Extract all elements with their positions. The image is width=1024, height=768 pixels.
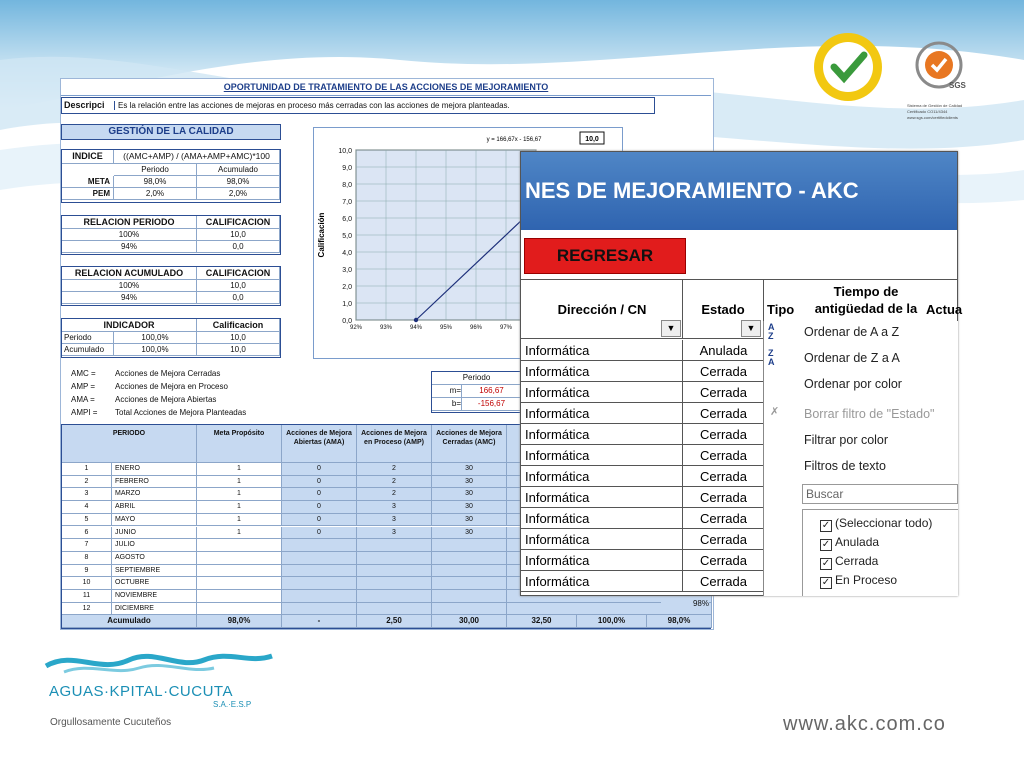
row-estado: Cerrada: [700, 364, 747, 379]
row-direccion: Informática: [521, 403, 683, 423]
table-cell-amc: [432, 539, 507, 552]
table-cell-amc: [432, 577, 507, 590]
sort-za-item[interactable]: Ordenar de Z a A: [804, 351, 900, 365]
company-name: AGUAS·KPITAL·CUCUTA: [49, 683, 233, 700]
y-tick-label: 3,0: [342, 267, 352, 274]
table-cell-ama: [282, 552, 357, 565]
m-label: m=: [432, 385, 462, 398]
acumulado-cell-4: 30,00: [432, 615, 507, 628]
periodo-col-label: Periodo: [114, 164, 197, 176]
pem-acumulado: 2,0%: [197, 188, 280, 200]
table-cell-amp: [357, 577, 432, 590]
table-cell-amp: 3: [357, 527, 432, 540]
x-tick-label: 93%: [379, 325, 393, 331]
table-cell-meta: [197, 590, 282, 603]
overlay-row: [521, 424, 764, 445]
row-direccion: Informática: [521, 571, 683, 591]
definitions-block: [61, 369, 361, 421]
check-en-proceso[interactable]: [820, 572, 897, 589]
row-direccion: Informática: [521, 508, 683, 528]
y-tick-label: 2,0: [342, 284, 352, 291]
table-cell-amc: 30: [432, 514, 507, 527]
table-cell-meta: [197, 603, 282, 616]
y-tick-label: 1,0: [342, 301, 352, 308]
table-cell-amp: 3: [357, 501, 432, 514]
mb-periodo-header: Periodo: [432, 372, 522, 385]
table-cell-amc: 30: [432, 488, 507, 501]
overlay-row: [521, 466, 764, 487]
sort-az-icon: A Z: [768, 322, 775, 341]
table-cell-meta: [197, 552, 282, 565]
tagline: Orgullosamente Cucuteños: [50, 717, 172, 728]
y-tick-label: 9,0: [342, 165, 352, 172]
responsabilidad-social-badge: [812, 31, 884, 103]
table-cell-m: SEPTIEMBRE: [112, 565, 197, 578]
table-header-0: PERIODO: [62, 425, 197, 463]
table-header-3: Acciones de Mejora en Proceso (AMP): [357, 425, 432, 463]
ra2-b: 0,0: [197, 292, 280, 304]
table-cell-n: 7: [62, 539, 112, 552]
table-cell-amc: 30: [432, 463, 507, 476]
data-point: [414, 318, 418, 322]
overlay-row: [521, 571, 764, 592]
table-header-2: Acciones de Mejora Abiertas (AMA): [282, 425, 357, 463]
sgs-text1: Sistema de Gestión de Calidad: [907, 103, 963, 108]
b-label: b=: [432, 398, 462, 411]
table-cell-amc: [432, 590, 507, 603]
x-tick-label: 96%: [469, 325, 483, 331]
filter-menu: [763, 321, 958, 596]
pem-periodo: 2,0%: [114, 188, 197, 200]
row-estado: Cerrada: [700, 469, 747, 484]
table-cell-amp: 2: [357, 488, 432, 501]
row-estado: Cerrada: [700, 574, 747, 589]
table-cell-m: OCTUBRE: [112, 577, 197, 590]
table-cell-ama: [282, 565, 357, 578]
amp-code: AMP =: [71, 382, 96, 391]
amp-text: Acciones de Mejora en Proceso: [115, 382, 228, 391]
ind-periodo-value: 100,0%: [114, 332, 197, 344]
descripcion-row: [61, 97, 655, 114]
check-cerrada[interactable]: [820, 553, 878, 570]
b-value: -156,67: [462, 398, 522, 411]
relacion-acumulado-block: [61, 266, 281, 306]
overlay-row: [521, 487, 764, 508]
table-cell-n: 4: [62, 501, 112, 514]
table-cell-ama: 0: [282, 488, 357, 501]
gestion-header: [61, 124, 281, 140]
overlay-row: [521, 340, 764, 361]
value-box-text: 10,0: [585, 136, 599, 143]
check-label: (Seleccionar todo): [835, 516, 933, 530]
checkbox-icon: ✓: [821, 539, 831, 550]
check-label: Anulada: [835, 535, 880, 549]
certified-check-icon: [812, 31, 884, 103]
ama-code: AMA =: [71, 395, 95, 404]
table-cell-meta: 1: [197, 501, 282, 514]
table-cell-amc: [432, 552, 507, 565]
table-cell-amp: 3: [357, 514, 432, 527]
row-estado: Anulada: [699, 343, 748, 358]
table-cell-n: 10: [62, 577, 112, 590]
overlay-row: [521, 508, 764, 529]
ind-periodo-label: Periodo: [62, 332, 114, 344]
acumulado-cell-5: 32,50: [507, 615, 577, 628]
search-input[interactable]: [802, 484, 958, 504]
y-tick-label: 10,0: [338, 148, 352, 155]
acumulado-cell-2: -: [282, 615, 357, 628]
table-cell-m: MAYO: [112, 514, 197, 527]
table-cell-m: NOVIEMBRE: [112, 590, 197, 603]
y-tick-label: 7,0: [342, 199, 352, 206]
table-cell-n: 5: [62, 514, 112, 527]
table-cell-meta: 1: [197, 527, 282, 540]
sgs-text2: Certificado CO11/4344: [907, 109, 948, 114]
header-dir: [521, 280, 683, 338]
table-cell-amc: [432, 565, 507, 578]
amc-code: AMC =: [71, 369, 96, 378]
company-sa: S.A.·E.S.P: [213, 700, 252, 709]
row-direccion: Informática: [521, 361, 683, 381]
table-cell-amc: 30: [432, 476, 507, 489]
gestion-label: GESTIÓN DE LA CALIDAD: [108, 126, 234, 137]
table-header-1: Meta Propósito: [197, 425, 282, 463]
text-filters-item[interactable]: Filtros de texto: [804, 459, 886, 473]
table-cell-amp: [357, 552, 432, 565]
row-direccion: Informática: [521, 466, 683, 486]
table-cell-ama: [282, 539, 357, 552]
calificacion-label: CALIFICACION: [197, 216, 280, 229]
meta-label: META: [62, 176, 114, 188]
row-estado: Cerrada: [700, 385, 747, 400]
table-cell-amp: 2: [357, 476, 432, 489]
table-cell-m: ABRIL: [112, 501, 197, 514]
table-cell-m: MARZO: [112, 488, 197, 501]
check-select-all[interactable]: [820, 515, 932, 532]
m-value: 166,67: [462, 385, 522, 398]
pem-label: PEM: [62, 188, 114, 200]
ind-periodo-calif: 10,0: [197, 332, 280, 344]
ra1-a: 100%: [62, 280, 197, 292]
y-tick-label: 0,0: [342, 318, 352, 325]
col-tiempo-label: Tiempo de antigüedad de la: [814, 284, 918, 316]
calificacion-label-2: CALIFICACION: [197, 267, 280, 280]
relacion-periodo-label: RELACION PERIODO: [62, 216, 197, 229]
table-cell-ama: 0: [282, 476, 357, 489]
search-placeholder: Buscar: [806, 487, 844, 501]
checkbox-icon: ✓: [821, 558, 831, 569]
table-cell-ama: [282, 590, 357, 603]
x-tick-label: 95%: [439, 325, 453, 331]
website: www.akc.com.co: [783, 713, 946, 735]
row-direccion: Informática: [521, 529, 683, 549]
sort-color-item[interactable]: Ordenar por color: [804, 377, 902, 391]
table-cell-m: DICIEMBRE: [112, 603, 197, 616]
row-direccion: Informática: [521, 550, 683, 570]
acumulado-col-label: Acumulado: [197, 164, 280, 176]
col-tipo-label: Tipo: [767, 302, 795, 317]
y-tick-label: 4,0: [342, 250, 352, 257]
meta-acumulado: 98,0%: [197, 176, 280, 188]
sgs-iso-badge: [903, 37, 975, 127]
indice-formula: ((AMC+AMP) / (AMA+AMP+AMC)*100: [114, 150, 280, 164]
check-label: Cerrada: [835, 554, 879, 568]
row-estado: Cerrada: [700, 406, 747, 421]
clear-filter-icon: ✗: [770, 406, 780, 418]
overlay-row: [521, 361, 764, 382]
pct-11: 98%: [661, 599, 709, 608]
table-cell-ama: [282, 603, 357, 616]
table-cell-meta: 1: [197, 488, 282, 501]
ind-acum-value: 100,0%: [114, 344, 197, 356]
header-bottom-border: [521, 338, 764, 339]
acumulado-cell-1: 98,0%: [197, 615, 282, 628]
checkbox-icon: ✓: [821, 577, 831, 588]
relacion-acumulado-label: RELACION ACUMULADO: [62, 267, 197, 280]
ama-text: Acciones de Mejora Abiertas: [115, 395, 217, 404]
sgs-text3: www.sgs.com/certifiedclients: [907, 115, 958, 120]
table-cell-meta: 1: [197, 476, 282, 489]
filter-color-item[interactable]: Filtrar por color: [804, 433, 889, 447]
header-estado: [683, 280, 764, 338]
col-estado-label: Estado: [701, 302, 745, 317]
clear-filter-item[interactable]: Borrar filtro de "Estado": [804, 407, 935, 421]
table-cell-meta: [197, 577, 282, 590]
y-axis-label: Calificación: [317, 212, 326, 258]
table-cell-m: AGOSTO: [112, 552, 197, 565]
ampi-text: Total Acciones de Mejora Planteadas: [115, 408, 247, 417]
overlay-row: [521, 445, 764, 466]
check-label: En Proceso: [835, 573, 898, 587]
check-anulada[interactable]: [820, 534, 879, 551]
overlay-row: [521, 382, 764, 403]
table-cell-n: 8: [62, 552, 112, 565]
col-actual-label: Actua: [926, 302, 963, 317]
relacion-periodo-block: [61, 215, 281, 255]
table-cell-n: 3: [62, 488, 112, 501]
table-cell-amp: [357, 590, 432, 603]
rp2-b: 0,0: [197, 241, 280, 253]
y-tick-label: 5,0: [342, 233, 352, 240]
meta-periodo: 98,0%: [114, 176, 197, 188]
filter-dropdown-dir[interactable]: ▼: [661, 320, 681, 337]
row-estado: Cerrada: [700, 427, 747, 442]
sgs-label: SGS: [949, 81, 966, 90]
filter-screenshot: [520, 151, 963, 596]
table-cell-meta: [197, 539, 282, 552]
filter-dropdown-estado[interactable]: ▼: [741, 320, 761, 337]
indice-block: [61, 149, 281, 203]
ampi-code: AMPI =: [71, 408, 98, 417]
mb-block: [431, 371, 523, 413]
row-estado: Cerrada: [700, 511, 747, 526]
descripcion-label: Descripci: [64, 100, 105, 110]
table-cell-amc: [432, 603, 507, 616]
table-cell-m: ENERO: [112, 463, 197, 476]
x-tick-label: 97%: [499, 325, 513, 331]
overlay-row: [521, 550, 764, 571]
row-estado: Cerrada: [700, 490, 747, 505]
table-cell-amp: 2: [357, 463, 432, 476]
table-cell-amc: 30: [432, 527, 507, 540]
table-cell-m: JUNIO: [112, 527, 197, 540]
row-direccion: Informática: [521, 340, 683, 360]
acumulado-cell-7: 98,0%: [647, 615, 712, 628]
indicador-block: [61, 318, 281, 358]
rp2-a: 94%: [62, 241, 197, 253]
table-cell-ama: 0: [282, 463, 357, 476]
acumulado-cell-0: Acumulado: [62, 615, 197, 628]
row-direccion: Informática: [521, 382, 683, 402]
rp1-b: 10,0: [197, 229, 280, 241]
table-cell-n: 12: [62, 603, 112, 616]
ind-acum-calif: 10,0: [197, 344, 280, 356]
table-cell-n: 6: [62, 527, 112, 540]
table-cell-amp: [357, 603, 432, 616]
ra2-a: 94%: [62, 292, 197, 304]
table-cell-amc: 30: [432, 501, 507, 514]
row-direccion: Informática: [521, 445, 683, 465]
table-cell-ama: [282, 577, 357, 590]
ind-acum-label: Acumulado: [62, 344, 114, 356]
rp1-a: 100%: [62, 229, 197, 241]
row-direccion: Informática: [521, 487, 683, 507]
table-cell-meta: 1: [197, 514, 282, 527]
sort-az-item[interactable]: Ordenar de A a Z: [804, 325, 900, 339]
table-cell-meta: [197, 565, 282, 578]
x-tick-label: 92%: [349, 325, 363, 331]
indicador-label: INDICADOR: [62, 319, 197, 332]
table-cell-n: 9: [62, 565, 112, 578]
table-cell-n: 11: [62, 590, 112, 603]
table-cell-n: 1: [62, 463, 112, 476]
y-tick-label: 6,0: [342, 216, 352, 223]
calificacion2-label: Calificacion: [197, 319, 280, 332]
amc-text: Acciones de Mejora Cerradas: [115, 369, 221, 378]
table-cell-meta: 1: [197, 463, 282, 476]
row-estado: Cerrada: [700, 448, 747, 463]
table-cell-amp: [357, 539, 432, 552]
company-wave-logo: [44, 648, 274, 678]
table-cell-m: FEBRERO: [112, 476, 197, 489]
table-cell-ama: 0: [282, 527, 357, 540]
row-estado: Cerrada: [700, 553, 747, 568]
row-direccion: Informática: [521, 424, 683, 444]
acumulado-cell-3: 2,50: [357, 615, 432, 628]
sheet-title: OPORTUNIDAD DE TRATAMIENTO DE LAS ACCIONES DE MEJORAMIENTO: [61, 79, 711, 96]
overlay-title: NES DE MEJORAMIENTO - AKC: [521, 152, 957, 230]
table-cell-n: 2: [62, 476, 112, 489]
x-tick-label: 94%: [409, 325, 423, 331]
descripcion-text: Es la relación entre las acciones de mejoras en proceso más cerradas con las acciones de mejora planteadas.: [114, 101, 510, 110]
table-cell-ama: 0: [282, 514, 357, 527]
table-cell-ama: 0: [282, 501, 357, 514]
ra1-b: 10,0: [197, 280, 280, 292]
sort-za-icon: Z A: [768, 348, 775, 367]
overlay-row: [521, 529, 764, 550]
checkbox-icon: ✓: [821, 520, 831, 531]
table-header-4: Acciones de Mejora Cerradas (AMC): [432, 425, 507, 463]
equation-label: y = 166,67x - 156,67: [486, 137, 542, 143]
row-estado: Cerrada: [700, 532, 747, 547]
col-dir-label: Dirección / CN: [557, 302, 647, 317]
overlay-row: [521, 403, 764, 424]
table-cell-m: JULIO: [112, 539, 197, 552]
table-cell-amp: [357, 565, 432, 578]
acumulado-cell-6: 100,0%: [577, 615, 647, 628]
regresar-button[interactable]: REGRESAR: [524, 238, 686, 274]
indice-label: INDICE: [62, 150, 114, 164]
y-tick-label: 8,0: [342, 182, 352, 189]
